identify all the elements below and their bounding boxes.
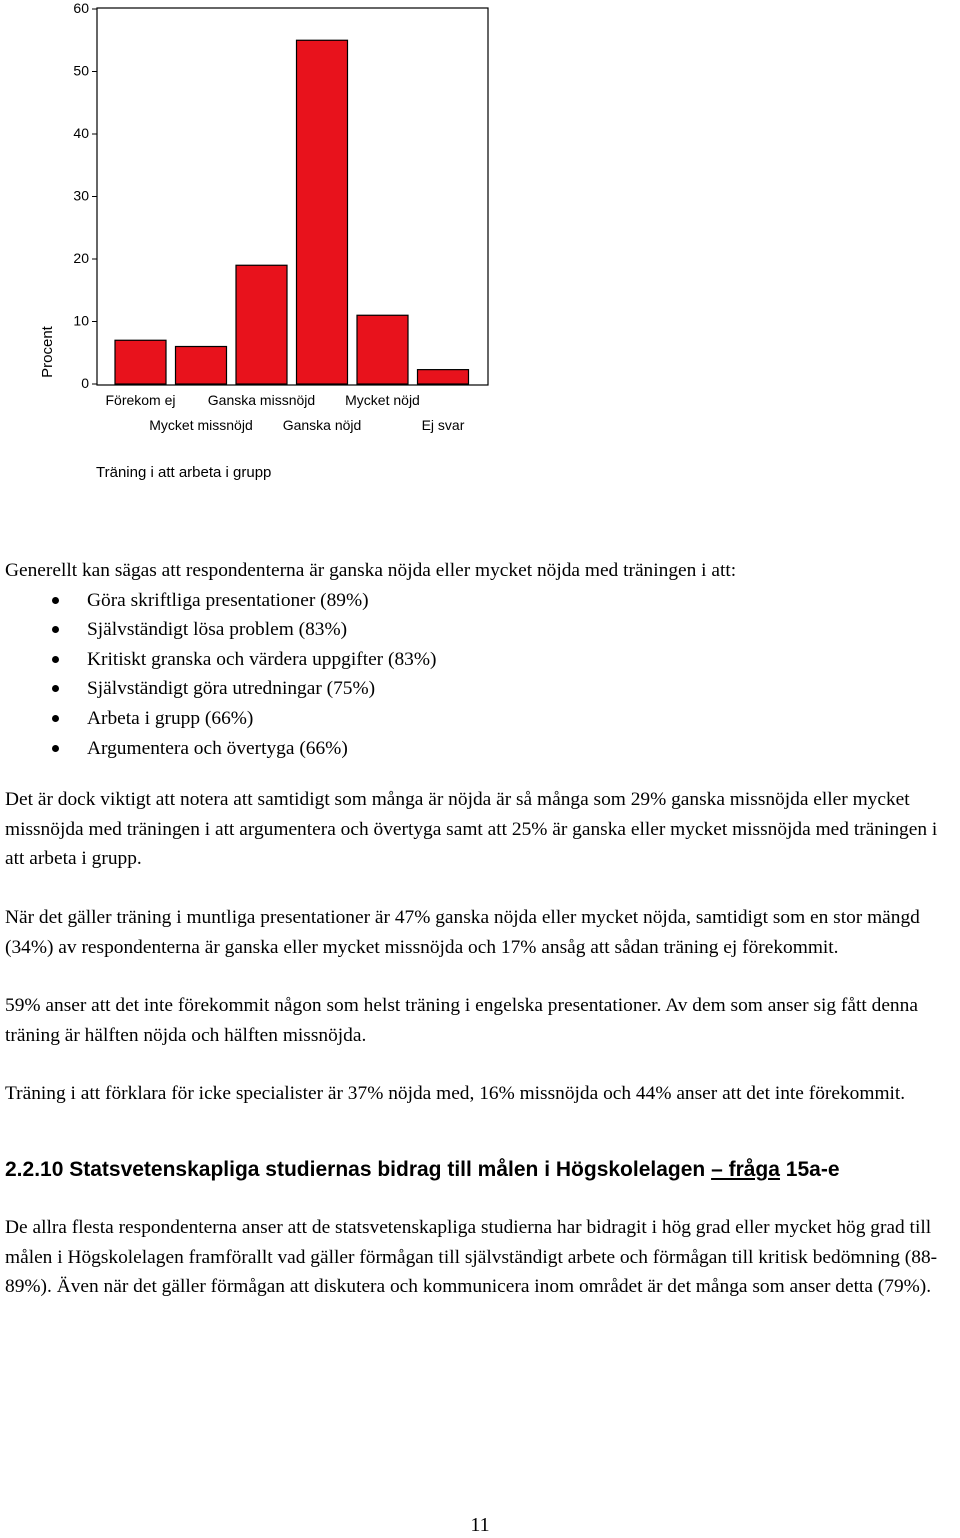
x-axis-tick-labels xyxy=(105,392,464,433)
x-tick-label: Mycket missnöjd xyxy=(149,417,253,433)
x-axis-label: Träning i att arbeta i grupp xyxy=(96,464,272,481)
y-axis-ticks xyxy=(73,0,97,391)
bullet-list xyxy=(5,586,960,764)
heading-tail: 15a-e xyxy=(779,1157,840,1181)
paragraph-missnojda: Det är dock viktigt att notera att samtidigt som många är nöjda är så många som 29% ganska missnöjda eller mycket missnöjda med träningen i att argumentera och övertyga samt att 25% är ganska eller mycket missnöjda med träningen i att arbeta i grupp. xyxy=(5,789,938,870)
bullet-item: Självständigt göra utredningar (75%) xyxy=(87,674,960,704)
bar-chart xyxy=(0,0,500,490)
x-tick-label: Ej svar xyxy=(421,417,465,433)
bullet-item: Göra skriftliga presentationer (89%) xyxy=(87,586,960,616)
bar-ganska-nöjd xyxy=(297,40,348,384)
x-tick-label: Mycket nöjd xyxy=(345,392,420,408)
intro-paragraph: Generellt kan sägas att respondenterna är ganska nöjda eller mycket nöjda med träningen i att: xyxy=(5,560,737,581)
x-tick-label: Ganska nöjd xyxy=(282,417,362,433)
x-tick-label: Förekom ej xyxy=(105,392,176,408)
document-body xyxy=(5,556,960,1302)
bar-ganska-missnöjd xyxy=(236,265,287,384)
paragraph-muntliga: När det gäller träning i muntliga presentationer är 47% ganska nöjda eller mycket nöjda, samtidigt som en stor mängd (34%) av respondenterna är ganska eller mycket missnöjda och 17% ansåg att sådan träning ej förekommit. xyxy=(5,906,920,958)
y-tick-label: 40 xyxy=(73,125,89,141)
plot-frame xyxy=(97,8,488,385)
y-axis-label: Procent xyxy=(39,326,56,378)
bullet-item: Argumentera och övertyga (66%) xyxy=(87,734,960,764)
heading-main: 2.2.10 Statsvetenskapliga studiernas bidrag till målen i Högskolelagen xyxy=(5,1157,712,1181)
heading-underlined: – fråga xyxy=(711,1157,780,1181)
section-heading xyxy=(5,1155,960,1185)
x-tick-label: Ganska missnöjd xyxy=(207,392,316,408)
bullet-item: Kritiskt granska och värdera uppgifter (83%) xyxy=(87,645,960,675)
bar-ej-svar xyxy=(418,370,469,384)
y-tick-label: 30 xyxy=(73,187,89,204)
bar-mycket-missnöjd xyxy=(176,347,227,385)
paragraph-icke-specialister: Träning i att förklara för icke specialister är 37% nöjda med, 16% missnöjda och 44% anser att det inte förekommit. xyxy=(5,1083,906,1105)
bullet-item: Självständigt lösa problem (83%) xyxy=(87,615,960,645)
bar-förekom-ej xyxy=(115,340,166,384)
y-tick-label: 50 xyxy=(73,62,89,79)
bars xyxy=(115,40,469,384)
bar-mycket-nöjd xyxy=(357,315,408,384)
paragraph-engelska: 59% anser att det inte förekommit någon som helst träning i engelska presentationer. Av dem som anser sig fått denna träning är hälften nöjda och hälften missnöjda. xyxy=(5,995,918,1046)
y-tick-label: 60 xyxy=(73,0,89,16)
paragraph-hogskolelagen: De allra flesta respondenterna anser att de statsvetenskapliga studierna har bidragit i hög grad eller mycket hög grad till målen i Högskolelagen framförallt vad gäller förmågan till självständigt arbete och förmågan till kritisk bedömning (88-89%). Även när det gäller förmågan att diskutera och kommunicera inom området är det många som anser detta (79%). xyxy=(5,1216,938,1298)
y-tick-label: 20 xyxy=(73,250,89,266)
y-tick-label: 10 xyxy=(73,312,89,329)
bullet-item: Arbeta i grupp (66%) xyxy=(87,704,960,734)
page-number: 11 xyxy=(470,1514,490,1536)
y-tick-label: 0 xyxy=(81,375,89,391)
